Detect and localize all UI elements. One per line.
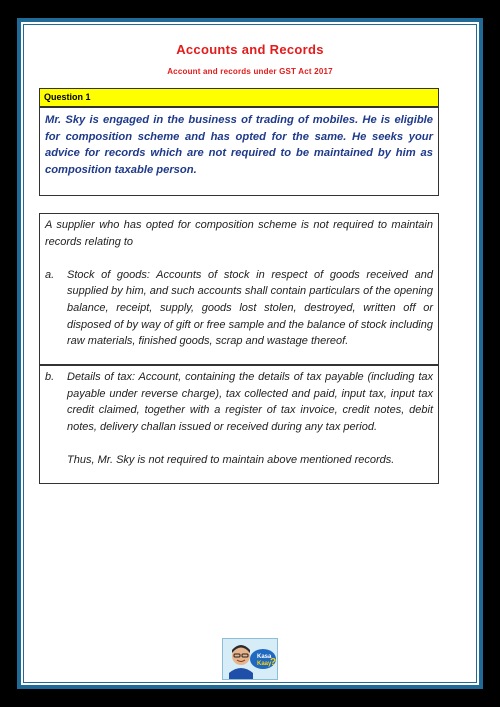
closing-row xyxy=(45,452,433,469)
spacer xyxy=(45,435,433,452)
question-mark-icon: ? xyxy=(270,657,277,668)
logo-text-kasa: Kasa xyxy=(257,654,272,660)
answer-box-part-1 xyxy=(39,213,439,365)
spacer xyxy=(45,250,433,267)
page-title: Accounts and Records xyxy=(176,42,324,57)
closing-indent xyxy=(45,452,67,469)
list-item-label: b. xyxy=(45,371,55,383)
question-header: Question 1 xyxy=(39,88,439,107)
question-text: Mr. Sky is engaged in the business of trading of mobiles. He is eligible for composition scheme and has opted for the same. He seeks your advice for records which are not required to be maintained by him as composition taxable person. xyxy=(39,107,439,196)
kasa-kaay-logo xyxy=(222,638,278,680)
list-item-text: Stock of goods: Accounts of stock in respect of goods received and supplied by him, and such accounts shall contain particulars of the opening balance, receipt, supply, goods lost stolen, destroyed, written off or disposed of by way of gift or free sample and the balance of stock including raw materials, finished goods, scrap and wastage thereof. xyxy=(67,268,433,348)
closing-text: Thus, Mr. Sky is not required to maintain above mentioned records. xyxy=(67,453,395,466)
list-item xyxy=(45,369,433,435)
logo-text-kaay: Kaay xyxy=(257,661,272,667)
list-item xyxy=(45,267,433,350)
list-item-label: a. xyxy=(45,268,55,281)
answer-box-part-2 xyxy=(39,365,439,484)
list-item-text: Details of tax: Account, containing the details of tax payable (including tax payable under reverse charge), tax collected and paid, input tax, input tax credit claimed, together with a register of tax invoice, credit notes, debit notes, delivery challan issued or received during any tax period. xyxy=(67,371,433,433)
avatar-shirt xyxy=(229,668,253,680)
answer-intro: A supplier who has opted for composition scheme is not required to maintain records relating to xyxy=(45,219,433,248)
page-subtitle: Account and records under GST Act 2017 xyxy=(167,67,333,76)
kasa-kaay-logo-graphic xyxy=(223,639,278,680)
